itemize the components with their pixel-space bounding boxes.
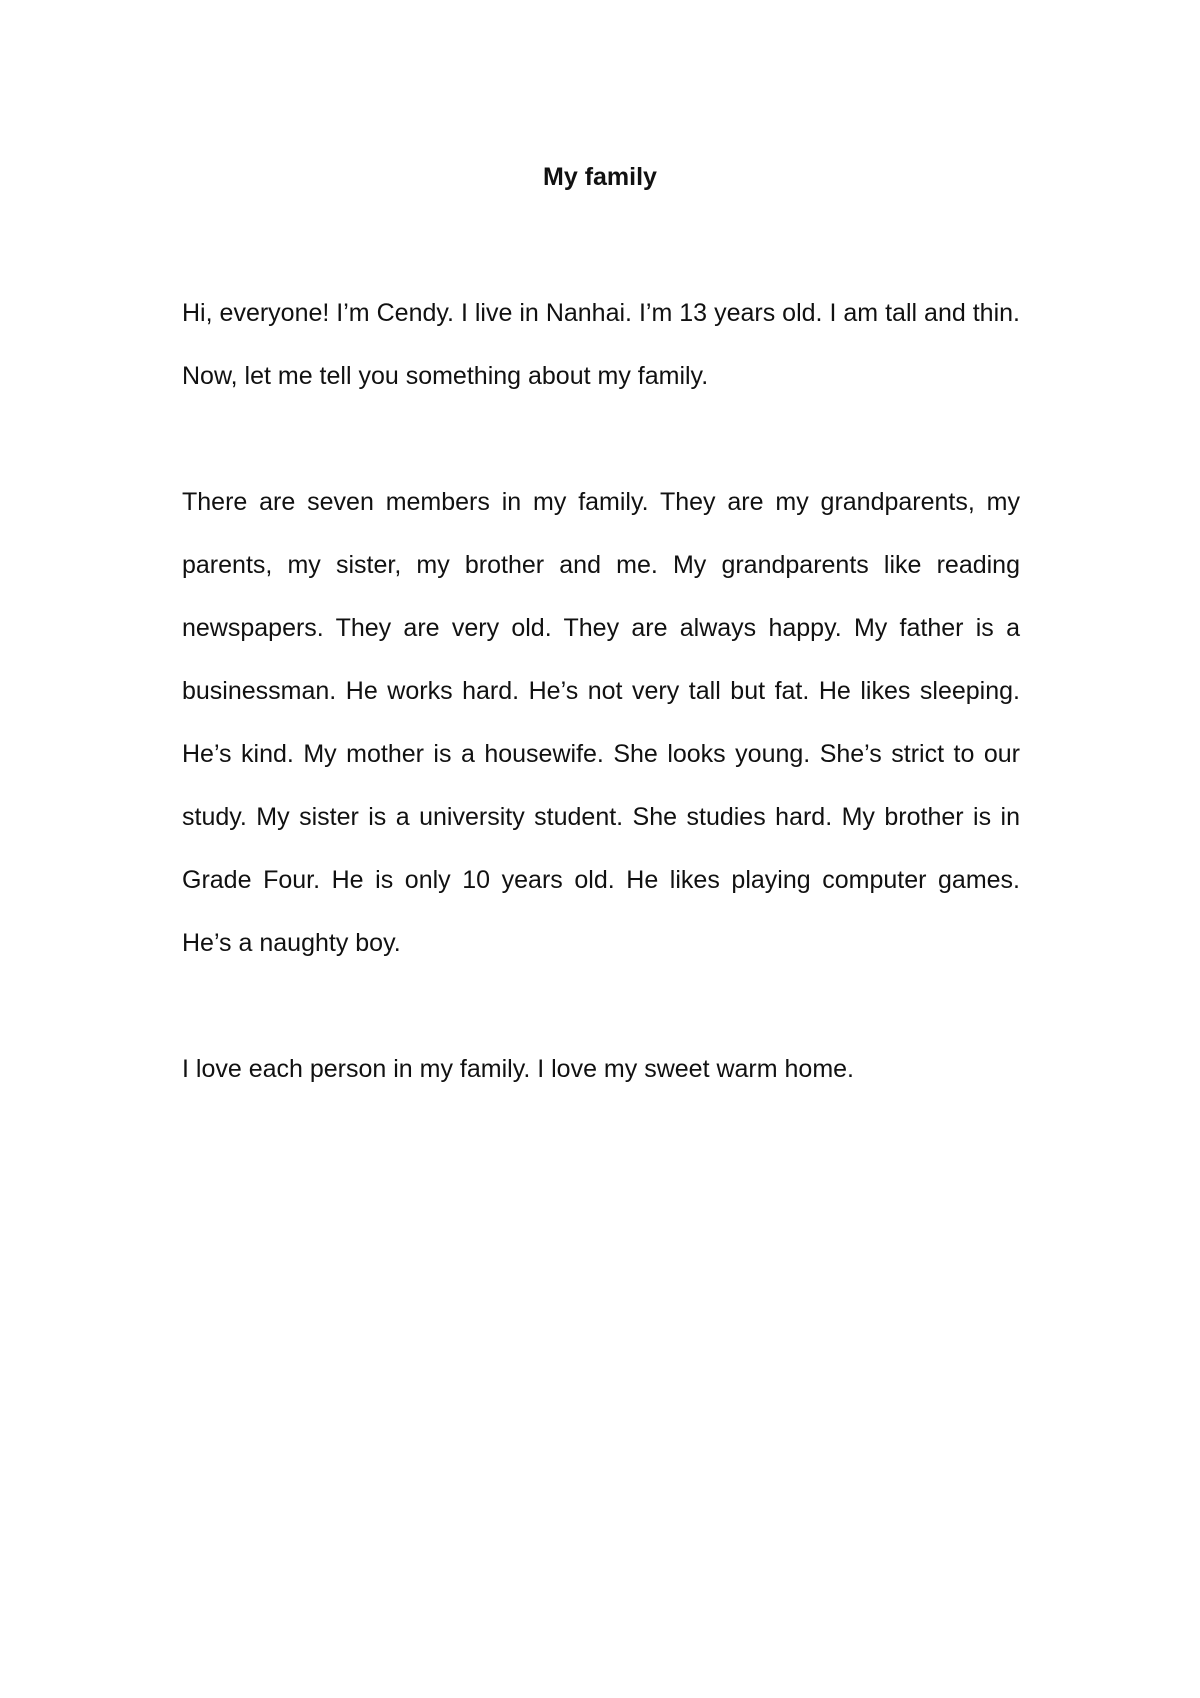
paragraph-conclusion: I love each person in my family. I love my sweet warm home. xyxy=(182,1055,854,1083)
document-body xyxy=(182,282,1020,1101)
paragraph-family-members: There are seven members in my family. They are my grandparents, my parents, my sister, my brother and me. My grandparents like reading newspapers. They are very old. They are always happy. My father is a businessman. He works hard. He’s not very tall but fat. He likes sleeping. He’s kind. My mother is a housewife. She looks young. She’s strict to our study. My sister is a university student. She studies hard. My brother is in Grade Four. He is only 10 years old. He likes playing computer games. He’s a naughty boy. xyxy=(182,488,1020,957)
document-title: My family xyxy=(543,163,657,191)
paragraph-intro: Hi, everyone! I’m Cendy. I live in Nanhai. I’m 13 years old. I am tall and thin. Now, let me tell you something about my family. xyxy=(182,299,1020,390)
